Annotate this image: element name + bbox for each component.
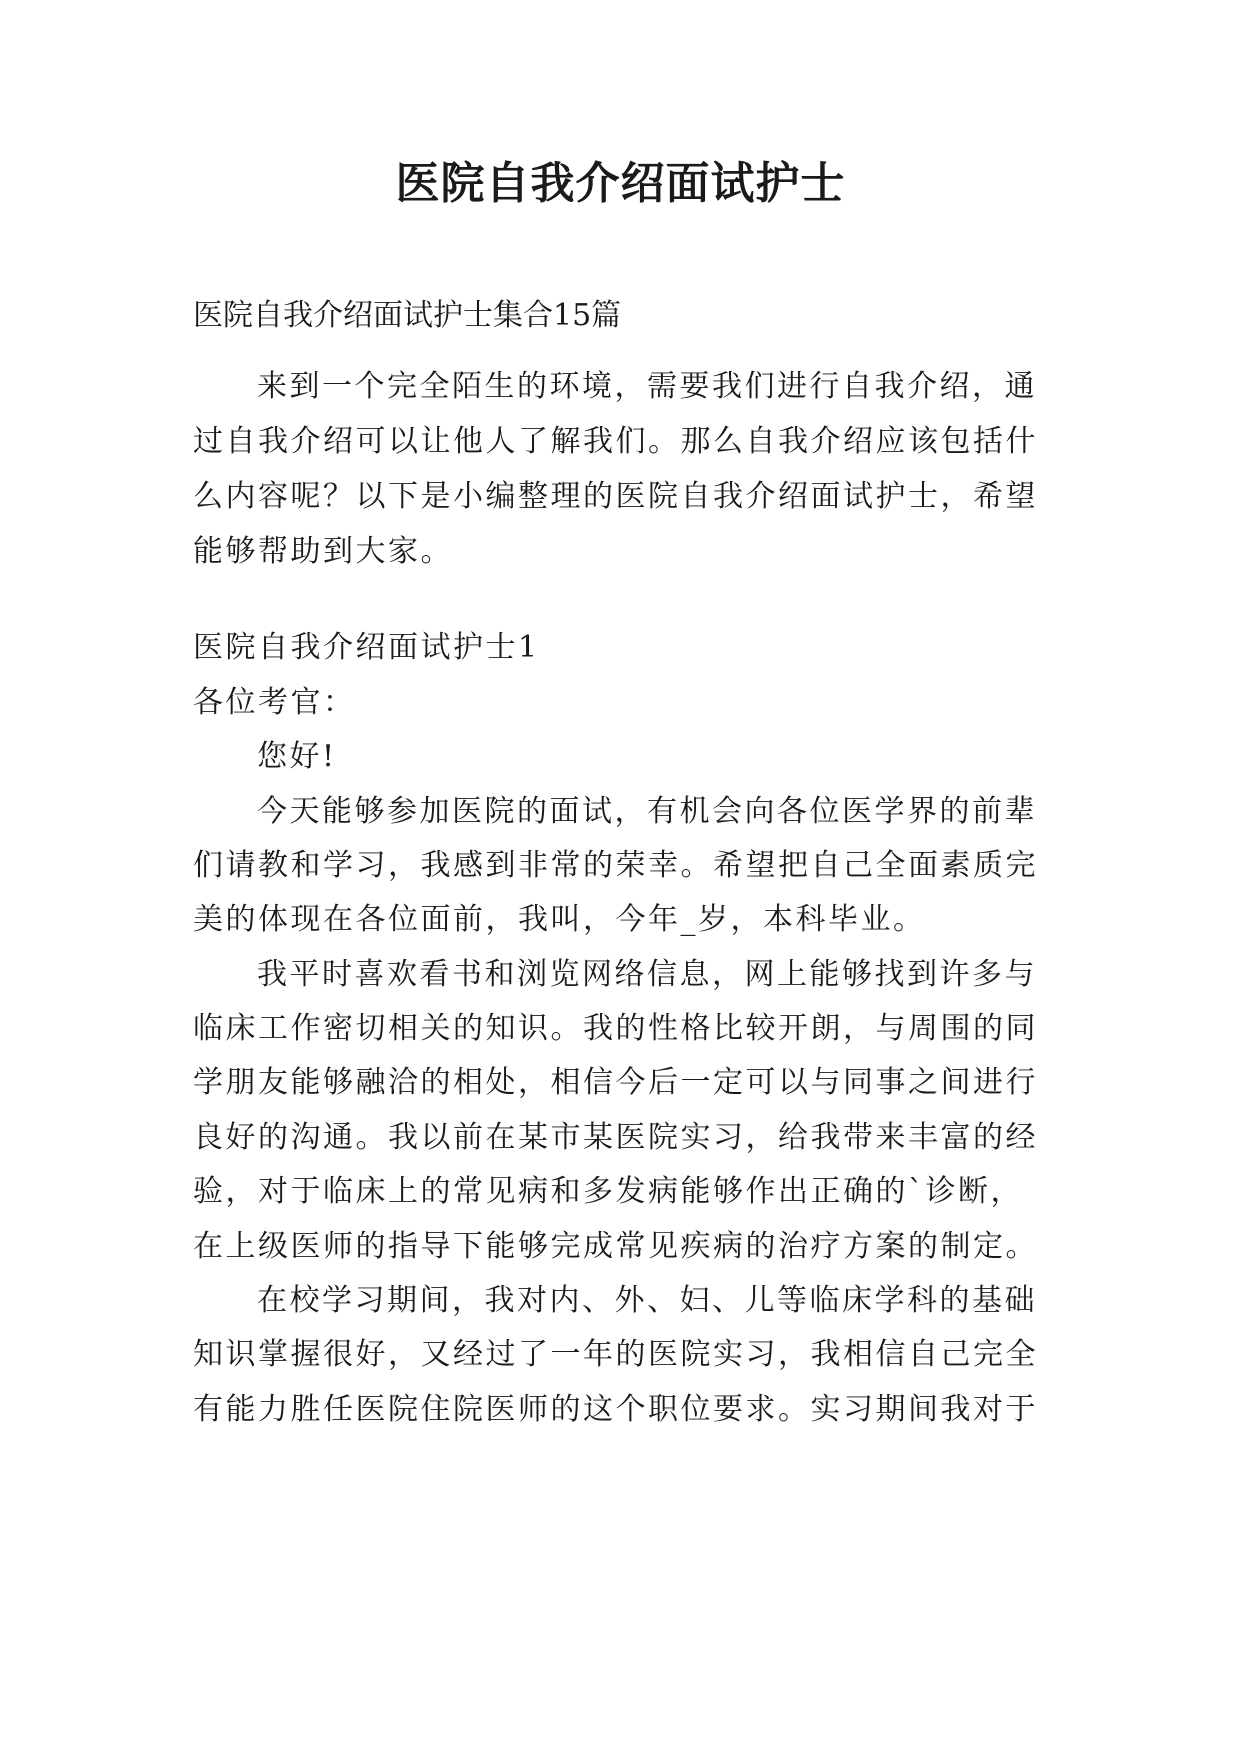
paragraph-line: 验，对于临床上的常见病和多发病能够作出正确的`诊断， — [193, 1174, 1023, 1209]
paragraph-line: 学朋友能够融洽的相处，相信今后一定可以与同事之间进行 — [193, 1065, 1038, 1100]
salutation: 各位考官： — [193, 685, 356, 720]
paragraph-line: 美的体现在各位面前，我叫，今年_岁，本科毕业。 — [193, 902, 926, 937]
document-title: 医院自我介绍面试护士 — [395, 158, 846, 209]
paragraph-line: 良好的沟通。我以前在某市某医院实习，给我带来丰富的经 — [193, 1120, 1038, 1155]
paragraph-line: 们请教和学习，我感到非常的荣幸。希望把自己全面素质完 — [193, 848, 1038, 883]
section-heading: 医院自我介绍面试护士1 — [193, 630, 540, 665]
intro-line: 么内容呢？以下是小编整理的医院自我介绍面试护士，希望 — [193, 479, 1038, 514]
paragraph-line: 在校学习期间，我对内、外、妇、儿等临床学科的基础 — [257, 1283, 1037, 1318]
paragraph-line: 知识掌握很好，又经过了一年的医院实习，我相信自己完全 — [193, 1337, 1038, 1372]
paragraph-line: 在上级医师的指导下能够完成常见疾病的治疗方案的制定。 — [193, 1229, 1038, 1264]
intro-line: 能够帮助到大家。 — [193, 534, 453, 569]
paragraph-line: 有能力胜任医院住院医师的这个职位要求。实习期间我对于 — [193, 1392, 1038, 1427]
paragraph-line: 今天能够参加医院的面试，有机会向各位医学界的前辈 — [257, 794, 1037, 829]
intro-line: 来到一个完全陌生的环境，需要我们进行自我介绍，通 — [257, 369, 1037, 404]
paragraph-line: 我平时喜欢看书和浏览网络信息，网上能够找到许多与 — [257, 957, 1037, 992]
intro-line: 过自我介绍可以让他人了解我们。那么自我介绍应该包括什 — [193, 424, 1038, 459]
document-subtitle: 医院自我介绍面试护士集合15篇 — [193, 298, 622, 333]
greeting: 您好! — [257, 739, 337, 774]
paragraph-line: 临床工作密切相关的知识。我的性格比较开朗，与周围的同 — [193, 1011, 1038, 1046]
